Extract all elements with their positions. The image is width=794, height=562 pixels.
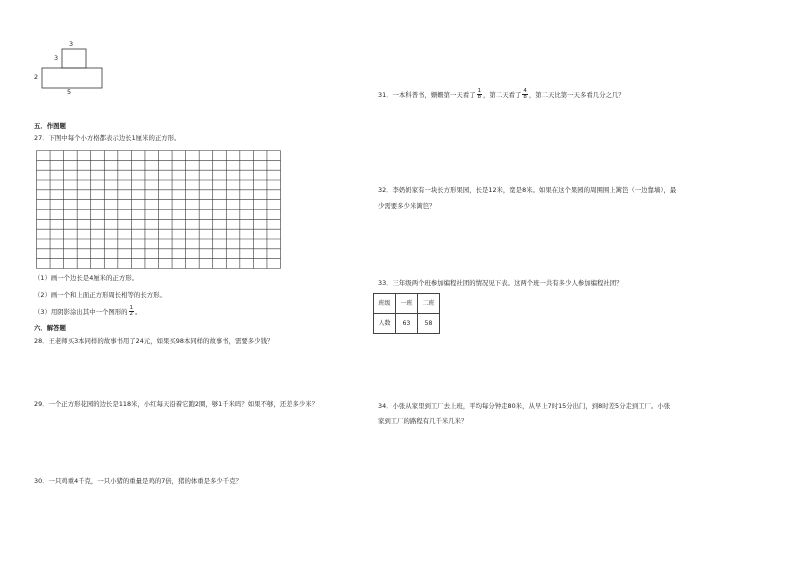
figure-bottom-height-label: 2 (34, 73, 39, 81)
table-cell: 二班 (418, 294, 440, 314)
question-27: 27．下图中每个小方格都表示边长1厘米的正方形。 (34, 134, 181, 142)
part-3-text: （3）用阴影涂出其中一个图形的 (34, 307, 128, 316)
table-cell: 人数 (374, 314, 396, 334)
fraction-four-eighths: $\frac{4}{8}$ (523, 88, 527, 101)
figure-top-rectangle (62, 49, 86, 68)
section-5-title: 五．作图题 (34, 122, 66, 130)
question-32-line-1: 32．李奶奶家有一块长方形果园，长是12米，宽是8米。如果在这个果园的周围围上篱笆（一边靠墙），最 (378, 186, 677, 194)
table-row (374, 314, 440, 334)
question-34-line-2: 家到工厂的路程有几千米几米？ (378, 417, 468, 425)
figure-top-height-label: 3 (54, 54, 59, 62)
question-28: 28．王老师买3本同样的故事书用了24元，如果买98本同样的故事书，需要多少钱？ (34, 337, 274, 345)
fraction-one-half: $\frac{1}{2}$ (129, 305, 133, 318)
club-table (373, 293, 440, 334)
table-cell: 一班 (396, 294, 418, 314)
table-cell: 班级 (374, 294, 396, 314)
question-29: 29．一个正方形花园的边长是118米，小红每天沿着它跑2圈，够1千米吗？如果不够，还差多少米？ (34, 400, 319, 408)
square-grid (36, 150, 281, 269)
table-cell: 63 (396, 314, 418, 334)
table-cell: 58 (418, 314, 440, 334)
figure-bottom-width-label: 5 (67, 88, 72, 96)
question-34-line-1: 34．小张从家里到工厂去上班，平均每分钟走80米，从早上7时15分出门，到8时差5分走到工厂。小张 (378, 402, 671, 410)
figure-bottom-rectangle (42, 68, 102, 88)
section-6-title: 六．解答题 (34, 324, 66, 332)
question-33: 33．三年级两个班参加编程社团的情况见下表。这两个班一共有多少人参加编程社团？ (378, 279, 623, 287)
question-32-line-2: 少需要多少米篱笆？ (378, 202, 436, 210)
question-31: 31．一本科普书，姗姗第一天看了 $\frac{1}{8}$ ，第二天看了 $\frac{4}{8}$ ，第二天比第一天多看几分之几？ (378, 88, 625, 101)
figure-top-width-label: 3 (69, 40, 74, 48)
question-30: 30．一只鸡重4千克，一只小猪的重量是鸡的7倍，猪的体重是多少千克？ (34, 477, 242, 485)
question-27-part-1: （1）画一个边长是4厘米的正方形。 (34, 274, 138, 282)
step-figure (30, 36, 120, 100)
table-header-row (374, 294, 440, 314)
question-27-part-2: （2）画一个和上面正方形周长相等的长方形。 (34, 291, 166, 299)
question-27-part-3: （3）用阴影涂出其中一个图形的 $\frac{1}{2}$ 。 (34, 305, 142, 318)
fraction-one-eighth: $\frac{1}{8}$ (477, 88, 482, 101)
